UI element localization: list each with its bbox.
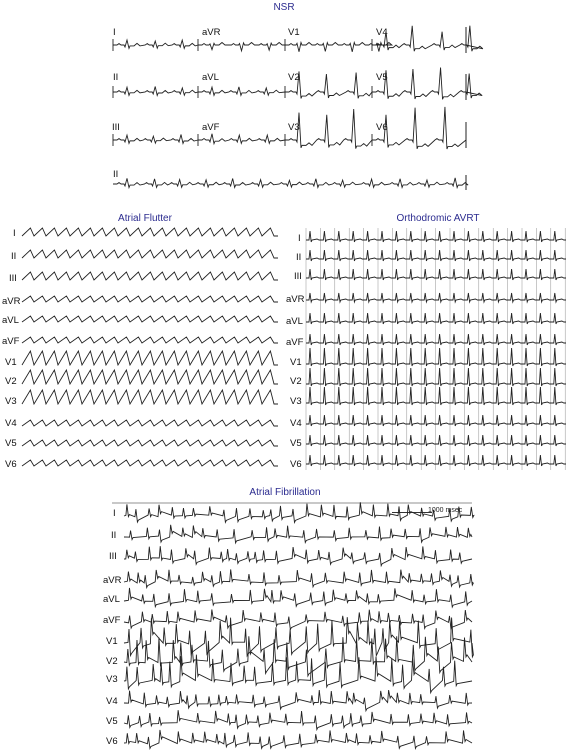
- flutter-lead-I: I: [13, 228, 16, 239]
- avrt-lead-aVF: aVF: [286, 337, 304, 348]
- avrt-trace: [306, 269, 566, 280]
- flutter-trace: [22, 337, 278, 343]
- nsr-lead-V3: V3: [288, 122, 300, 133]
- flutter-lead-V3: V3: [5, 396, 17, 407]
- avrt-lead-III: III: [294, 271, 302, 282]
- afib-trace: [124, 710, 472, 729]
- avrt-lead-V4: V4: [290, 418, 302, 429]
- flutter-trace: [22, 250, 278, 258]
- nsr-lead-V6: V6: [376, 122, 388, 133]
- afib-lead-aVL: aVL: [103, 594, 120, 605]
- avrt-trace: [306, 435, 566, 446]
- flutter-trace: [22, 390, 278, 404]
- scale-label: 1000 msec: [428, 507, 463, 514]
- flutter-trace: [22, 370, 278, 384]
- afib-title: Atrial Fibrillation: [249, 487, 321, 498]
- avrt-lead-V3: V3: [290, 396, 302, 407]
- nsr-lead-V4: V4: [376, 27, 388, 38]
- nsr-trace: [198, 134, 285, 144]
- nsr-trace: [285, 71, 372, 98]
- flutter-lead-aVF: aVF: [2, 336, 20, 347]
- afib-trace: [124, 588, 472, 607]
- afib-lead-V6: V6: [106, 736, 118, 747]
- flutter-trace: [22, 272, 278, 280]
- nsr-trace: [285, 42, 392, 51]
- avrt-lead-V2: V2: [290, 376, 302, 387]
- nsr-lead-I: I: [113, 27, 116, 38]
- flutter-lead-aVR: aVR: [2, 296, 21, 307]
- flutter-lead-V1: V1: [5, 357, 17, 368]
- afib-lead-V2: V2: [106, 656, 118, 667]
- nsr-lead-aVR: aVR: [202, 27, 221, 38]
- flutter-lead-V5: V5: [5, 438, 17, 449]
- nsr-lead-V2: V2: [288, 72, 300, 83]
- avrt-lead-aVR: aVR: [286, 294, 305, 305]
- avrt-lead-aVL: aVL: [286, 316, 303, 327]
- afib-trace: [124, 546, 472, 566]
- avrt-lead-V6: V6: [290, 459, 302, 470]
- avrt-trace: [306, 415, 566, 426]
- avrt-lead-V1: V1: [290, 357, 302, 368]
- flutter-lead-II: II: [11, 251, 17, 262]
- avrt-trace: [306, 250, 566, 261]
- nsr-lead-V5: V5: [376, 72, 388, 83]
- flutter-trace: [22, 351, 278, 365]
- nsr-title: NSR: [273, 2, 295, 13]
- afib-lead-aVF: aVF: [103, 615, 121, 626]
- avrt-lead-II: II: [296, 252, 302, 263]
- flutter-trace: [22, 296, 278, 302]
- nsr-lead-aVL: aVL: [202, 72, 219, 83]
- nsr-trace: [285, 109, 372, 148]
- flutter-title: Atrial Flutter: [118, 213, 172, 224]
- nsr-trace: [198, 42, 285, 50]
- nsr-rhythm-lead-II: II: [113, 169, 119, 180]
- afib-lead-III: III: [109, 551, 117, 562]
- nsr-trace: [113, 40, 198, 48]
- nsr-rhythm-trace: [113, 178, 468, 188]
- afib-trace: [124, 655, 472, 693]
- nsr-trace: [372, 107, 466, 149]
- nsr-lead-III: III: [112, 122, 120, 133]
- flutter-lead-V6: V6: [5, 459, 17, 470]
- nsr-trace: [113, 134, 198, 143]
- afib-trace: [124, 502, 474, 522]
- flutter-trace: [22, 420, 278, 426]
- avrt-trace: [306, 455, 566, 466]
- avrt-trace: [306, 387, 566, 405]
- afib-lead-aVR: aVR: [103, 575, 122, 586]
- avrt-title: Orthodromic AVRT: [396, 213, 480, 224]
- afib-lead-I: I: [113, 508, 116, 519]
- nsr-lead-V1: V1: [288, 27, 300, 38]
- avrt-trace: [306, 313, 566, 324]
- afib-trace: [124, 617, 473, 657]
- afib-lead-V4: V4: [106, 696, 118, 707]
- nsr-trace: [113, 87, 198, 96]
- afib-lead-V1: V1: [106, 636, 118, 647]
- avrt-trace: [306, 231, 566, 242]
- afib-lead-V5: V5: [106, 716, 118, 727]
- afib-trace: [124, 730, 472, 748]
- flutter-trace: [22, 440, 278, 446]
- flutter-trace: [22, 460, 278, 466]
- afib-trace: [124, 690, 472, 711]
- flutter-lead-V2: V2: [5, 376, 17, 387]
- flutter-lead-V4: V4: [5, 418, 17, 429]
- flutter-lead-III: III: [9, 273, 17, 284]
- flutter-trace: [22, 316, 278, 322]
- afib-lead-V3: V3: [106, 674, 118, 685]
- flutter-lead-aVL: aVL: [2, 315, 19, 326]
- flutter-trace: [22, 228, 278, 236]
- afib-lead-II: II: [111, 530, 117, 541]
- nsr-trace: [198, 87, 285, 96]
- avrt-lead-I: I: [298, 233, 301, 244]
- nsr-lead-II: II: [113, 72, 119, 83]
- avrt-trace: [306, 334, 566, 345]
- afib-trace: [124, 525, 472, 543]
- avrt-lead-V5: V5: [290, 438, 302, 449]
- avrt-trace: [306, 348, 566, 366]
- avrt-trace: [306, 293, 566, 302]
- avrt-trace: [306, 368, 566, 386]
- afib-trace: [124, 569, 473, 587]
- nsr-lead-aVF: aVF: [202, 122, 220, 133]
